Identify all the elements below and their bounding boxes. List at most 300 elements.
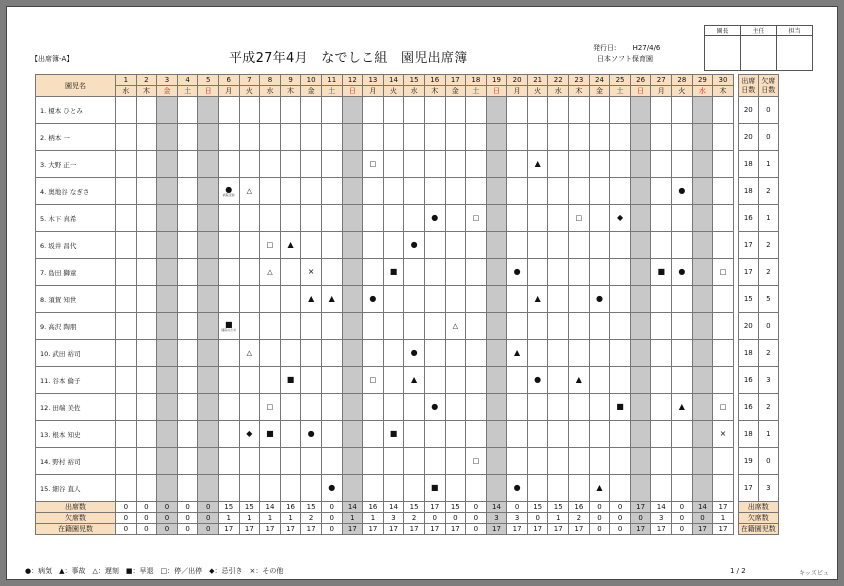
attendance-cell[interactable]: [116, 124, 137, 151]
attendance-cell[interactable]: [260, 178, 281, 205]
attendance-cell[interactable]: [610, 232, 631, 259]
attendance-cell[interactable]: [507, 178, 528, 205]
attendance-cell[interactable]: [651, 232, 672, 259]
attendance-cell[interactable]: [445, 232, 466, 259]
attendance-cell[interactable]: [404, 232, 425, 259]
attendance-cell[interactable]: [218, 475, 239, 502]
attendance-cell[interactable]: [280, 448, 301, 475]
attendance-cell[interactable]: [136, 367, 157, 394]
attendance-cell[interactable]: [569, 421, 590, 448]
attendance-cell[interactable]: [321, 394, 342, 421]
attendance-cell[interactable]: [445, 286, 466, 313]
attendance-cell[interactable]: [548, 340, 569, 367]
attendance-cell[interactable]: [548, 421, 569, 448]
attendance-cell[interactable]: [424, 313, 445, 340]
attendance-cell[interactable]: [466, 178, 487, 205]
attendance-cell[interactable]: [383, 232, 404, 259]
attendance-cell[interactable]: [610, 124, 631, 151]
attendance-cell[interactable]: [589, 205, 610, 232]
attendance-cell[interactable]: [713, 421, 734, 448]
attendance-cell[interactable]: [383, 205, 404, 232]
attendance-cell[interactable]: [136, 151, 157, 178]
attendance-cell[interactable]: [116, 313, 137, 340]
attendance-cell[interactable]: [445, 475, 466, 502]
attendance-cell[interactable]: [651, 178, 672, 205]
attendance-cell[interactable]: [466, 475, 487, 502]
attendance-cell[interactable]: [651, 367, 672, 394]
attendance-cell[interactable]: [404, 367, 425, 394]
attendance-cell[interactable]: [466, 421, 487, 448]
attendance-cell[interactable]: [363, 367, 384, 394]
attendance-cell[interactable]: [507, 367, 528, 394]
attendance-cell[interactable]: [651, 259, 672, 286]
attendance-cell[interactable]: [507, 124, 528, 151]
attendance-cell[interactable]: [301, 367, 322, 394]
attendance-cell[interactable]: [424, 259, 445, 286]
attendance-cell[interactable]: [445, 259, 466, 286]
attendance-cell[interactable]: [713, 475, 734, 502]
attendance-cell[interactable]: [136, 394, 157, 421]
attendance-cell[interactable]: [466, 124, 487, 151]
attendance-cell[interactable]: [713, 394, 734, 421]
attendance-cell[interactable]: [383, 97, 404, 124]
attendance-cell[interactable]: [260, 448, 281, 475]
stamp-cell-staff[interactable]: [777, 36, 813, 71]
attendance-cell[interactable]: [672, 394, 693, 421]
attendance-cell[interactable]: [466, 205, 487, 232]
attendance-cell[interactable]: [404, 286, 425, 313]
stamp-cell-director[interactable]: [705, 36, 741, 71]
attendance-cell[interactable]: [363, 313, 384, 340]
attendance-cell[interactable]: [404, 448, 425, 475]
attendance-cell[interactable]: [280, 124, 301, 151]
attendance-cell[interactable]: [177, 448, 198, 475]
attendance-cell[interactable]: [218, 259, 239, 286]
attendance-cell[interactable]: [301, 340, 322, 367]
attendance-cell[interactable]: [383, 151, 404, 178]
attendance-cell[interactable]: [651, 97, 672, 124]
attendance-cell[interactable]: [651, 205, 672, 232]
attendance-cell[interactable]: [672, 421, 693, 448]
attendance-cell[interactable]: [363, 394, 384, 421]
attendance-cell[interactable]: [363, 178, 384, 205]
attendance-cell[interactable]: [404, 259, 425, 286]
attendance-cell[interactable]: [321, 151, 342, 178]
attendance-cell[interactable]: [383, 367, 404, 394]
attendance-cell[interactable]: [589, 151, 610, 178]
attendance-cell[interactable]: [136, 205, 157, 232]
attendance-cell[interactable]: [321, 178, 342, 205]
attendance-cell[interactable]: [260, 97, 281, 124]
attendance-cell[interactable]: [589, 232, 610, 259]
attendance-cell[interactable]: [589, 97, 610, 124]
attendance-cell[interactable]: [713, 97, 734, 124]
attendance-cell[interactable]: [136, 313, 157, 340]
attendance-cell[interactable]: [466, 259, 487, 286]
attendance-cell[interactable]: [280, 97, 301, 124]
attendance-cell[interactable]: [218, 286, 239, 313]
attendance-cell[interactable]: [445, 340, 466, 367]
attendance-cell[interactable]: [713, 178, 734, 205]
attendance-cell[interactable]: [651, 313, 672, 340]
attendance-cell[interactable]: [218, 151, 239, 178]
attendance-cell[interactable]: [280, 205, 301, 232]
attendance-cell[interactable]: [527, 448, 548, 475]
attendance-cell[interactable]: [301, 448, 322, 475]
attendance-cell[interactable]: [116, 97, 137, 124]
attendance-cell[interactable]: [713, 367, 734, 394]
attendance-cell[interactable]: [610, 367, 631, 394]
attendance-cell[interactable]: [651, 394, 672, 421]
attendance-cell[interactable]: [424, 178, 445, 205]
attendance-cell[interactable]: [404, 151, 425, 178]
attendance-cell[interactable]: [507, 97, 528, 124]
attendance-cell[interactable]: [218, 367, 239, 394]
attendance-cell[interactable]: [301, 151, 322, 178]
attendance-cell[interactable]: [610, 286, 631, 313]
attendance-cell[interactable]: [177, 286, 198, 313]
attendance-cell[interactable]: [466, 151, 487, 178]
attendance-cell[interactable]: [363, 124, 384, 151]
attendance-cell[interactable]: [116, 286, 137, 313]
attendance-cell[interactable]: [672, 151, 693, 178]
attendance-cell[interactable]: [466, 313, 487, 340]
attendance-cell[interactable]: [424, 367, 445, 394]
attendance-cell[interactable]: [280, 232, 301, 259]
attendance-cell[interactable]: [713, 313, 734, 340]
attendance-cell[interactable]: [445, 367, 466, 394]
attendance-cell[interactable]: [301, 97, 322, 124]
attendance-cell[interactable]: [569, 259, 590, 286]
attendance-cell[interactable]: [218, 421, 239, 448]
attendance-cell[interactable]: [177, 178, 198, 205]
attendance-cell[interactable]: [589, 448, 610, 475]
attendance-cell[interactable]: [218, 340, 239, 367]
attendance-cell[interactable]: [445, 151, 466, 178]
attendance-cell[interactable]: [527, 286, 548, 313]
attendance-cell[interactable]: [280, 340, 301, 367]
attendance-cell[interactable]: [383, 475, 404, 502]
attendance-cell[interactable]: [404, 313, 425, 340]
attendance-cell[interactable]: [589, 475, 610, 502]
attendance-cell[interactable]: [424, 232, 445, 259]
attendance-cell[interactable]: [321, 340, 342, 367]
attendance-cell[interactable]: [672, 205, 693, 232]
attendance-cell[interactable]: [136, 259, 157, 286]
attendance-cell[interactable]: [280, 259, 301, 286]
attendance-cell[interactable]: [651, 124, 672, 151]
attendance-cell[interactable]: [527, 475, 548, 502]
attendance-cell[interactable]: [321, 448, 342, 475]
attendance-cell[interactable]: [218, 448, 239, 475]
attendance-cell[interactable]: [218, 205, 239, 232]
attendance-cell[interactable]: [672, 475, 693, 502]
attendance-cell[interactable]: [239, 394, 260, 421]
attendance-cell[interactable]: [116, 178, 137, 205]
attendance-cell[interactable]: [548, 205, 569, 232]
attendance-cell[interactable]: [610, 421, 631, 448]
attendance-cell[interactable]: [383, 286, 404, 313]
attendance-cell[interactable]: [404, 340, 425, 367]
attendance-cell[interactable]: [548, 475, 569, 502]
attendance-cell[interactable]: [239, 151, 260, 178]
attendance-cell[interactable]: [363, 475, 384, 502]
attendance-cell[interactable]: [713, 124, 734, 151]
attendance-cell[interactable]: [651, 475, 672, 502]
attendance-cell[interactable]: [116, 475, 137, 502]
attendance-cell[interactable]: [548, 232, 569, 259]
attendance-cell[interactable]: [527, 232, 548, 259]
attendance-cell[interactable]: [321, 313, 342, 340]
attendance-cell[interactable]: [445, 421, 466, 448]
attendance-cell[interactable]: [424, 394, 445, 421]
attendance-cell[interactable]: [445, 313, 466, 340]
attendance-cell[interactable]: [301, 259, 322, 286]
attendance-cell[interactable]: [136, 448, 157, 475]
attendance-cell[interactable]: [589, 259, 610, 286]
attendance-cell[interactable]: [424, 475, 445, 502]
attendance-cell[interactable]: [507, 259, 528, 286]
attendance-cell[interactable]: [589, 286, 610, 313]
attendance-cell[interactable]: [672, 313, 693, 340]
attendance-cell[interactable]: [280, 151, 301, 178]
attendance-cell[interactable]: [713, 286, 734, 313]
attendance-cell[interactable]: [424, 421, 445, 448]
attendance-cell[interactable]: [672, 259, 693, 286]
attendance-cell[interactable]: [527, 394, 548, 421]
attendance-cell[interactable]: [239, 259, 260, 286]
attendance-cell[interactable]: [610, 475, 631, 502]
attendance-cell[interactable]: [260, 259, 281, 286]
attendance-cell[interactable]: [301, 205, 322, 232]
attendance-cell[interactable]: [321, 205, 342, 232]
attendance-cell[interactable]: [527, 151, 548, 178]
attendance-cell[interactable]: [589, 340, 610, 367]
attendance-cell[interactable]: [116, 340, 137, 367]
attendance-cell[interactable]: [136, 232, 157, 259]
attendance-cell[interactable]: [321, 367, 342, 394]
attendance-cell[interactable]: [260, 340, 281, 367]
attendance-cell[interactable]: [116, 367, 137, 394]
attendance-cell[interactable]: [466, 286, 487, 313]
attendance-cell[interactable]: [404, 205, 425, 232]
attendance-cell[interactable]: [218, 97, 239, 124]
attendance-cell[interactable]: [363, 421, 384, 448]
attendance-cell[interactable]: [363, 97, 384, 124]
attendance-cell[interactable]: [136, 124, 157, 151]
attendance-cell[interactable]: [713, 232, 734, 259]
attendance-cell[interactable]: [548, 286, 569, 313]
attendance-cell[interactable]: [301, 313, 322, 340]
attendance-cell[interactable]: [569, 205, 590, 232]
attendance-cell[interactable]: [507, 205, 528, 232]
attendance-cell[interactable]: [651, 286, 672, 313]
attendance-cell[interactable]: [548, 151, 569, 178]
attendance-cell[interactable]: [610, 97, 631, 124]
attendance-cell[interactable]: [239, 475, 260, 502]
attendance-cell[interactable]: [569, 97, 590, 124]
attendance-cell[interactable]: [239, 421, 260, 448]
attendance-cell[interactable]: [239, 97, 260, 124]
attendance-cell[interactable]: [280, 394, 301, 421]
attendance-cell[interactable]: [239, 286, 260, 313]
attendance-cell[interactable]: [713, 259, 734, 286]
attendance-cell[interactable]: [177, 394, 198, 421]
attendance-cell[interactable]: [466, 232, 487, 259]
attendance-cell[interactable]: [260, 151, 281, 178]
attendance-cell[interactable]: [569, 124, 590, 151]
attendance-cell[interactable]: [280, 421, 301, 448]
attendance-cell[interactable]: [177, 124, 198, 151]
attendance-cell[interactable]: [527, 340, 548, 367]
attendance-cell[interactable]: [301, 286, 322, 313]
attendance-cell[interactable]: [507, 448, 528, 475]
attendance-cell[interactable]: [527, 178, 548, 205]
attendance-cell[interactable]: [548, 448, 569, 475]
attendance-cell[interactable]: [527, 259, 548, 286]
attendance-cell[interactable]: [218, 232, 239, 259]
attendance-cell[interactable]: [260, 394, 281, 421]
attendance-cell[interactable]: [363, 448, 384, 475]
attendance-cell[interactable]: [116, 448, 137, 475]
attendance-cell[interactable]: [672, 97, 693, 124]
attendance-cell[interactable]: [672, 232, 693, 259]
attendance-cell[interactable]: [136, 421, 157, 448]
attendance-cell[interactable]: [527, 205, 548, 232]
attendance-cell[interactable]: [136, 286, 157, 313]
attendance-cell[interactable]: [383, 421, 404, 448]
attendance-cell[interactable]: [301, 394, 322, 421]
attendance-cell[interactable]: [527, 367, 548, 394]
attendance-cell[interactable]: [260, 475, 281, 502]
attendance-cell[interactable]: [569, 151, 590, 178]
attendance-cell[interactable]: [424, 340, 445, 367]
attendance-cell[interactable]: [445, 394, 466, 421]
attendance-cell[interactable]: [404, 178, 425, 205]
attendance-cell[interactable]: [610, 151, 631, 178]
attendance-cell[interactable]: [116, 151, 137, 178]
attendance-cell[interactable]: [548, 97, 569, 124]
attendance-cell[interactable]: [116, 232, 137, 259]
attendance-cell[interactable]: [404, 421, 425, 448]
attendance-cell[interactable]: [445, 124, 466, 151]
attendance-cell[interactable]: [424, 286, 445, 313]
attendance-cell[interactable]: [363, 340, 384, 367]
attendance-cell[interactable]: [321, 232, 342, 259]
attendance-cell[interactable]: [466, 448, 487, 475]
attendance-cell[interactable]: [569, 448, 590, 475]
attendance-cell[interactable]: [177, 205, 198, 232]
attendance-cell[interactable]: [177, 421, 198, 448]
attendance-cell[interactable]: [218, 394, 239, 421]
attendance-cell[interactable]: [424, 448, 445, 475]
attendance-cell[interactable]: [239, 313, 260, 340]
attendance-cell[interactable]: [589, 178, 610, 205]
attendance-cell[interactable]: [363, 151, 384, 178]
attendance-cell[interactable]: [177, 259, 198, 286]
attendance-cell[interactable]: [466, 97, 487, 124]
attendance-cell[interactable]: [569, 367, 590, 394]
attendance-cell[interactable]: [116, 394, 137, 421]
attendance-cell[interactable]: [610, 394, 631, 421]
attendance-cell[interactable]: [569, 394, 590, 421]
attendance-cell[interactable]: [424, 124, 445, 151]
attendance-cell[interactable]: [507, 286, 528, 313]
attendance-cell[interactable]: [177, 313, 198, 340]
attendance-cell[interactable]: [672, 340, 693, 367]
attendance-cell[interactable]: [404, 97, 425, 124]
attendance-cell[interactable]: [177, 232, 198, 259]
attendance-cell[interactable]: [321, 124, 342, 151]
attendance-cell[interactable]: [301, 178, 322, 205]
attendance-cell[interactable]: [136, 97, 157, 124]
attendance-cell[interactable]: [383, 313, 404, 340]
attendance-cell[interactable]: [527, 313, 548, 340]
attendance-cell[interactable]: [672, 178, 693, 205]
attendance-cell[interactable]: [239, 178, 260, 205]
attendance-cell[interactable]: [672, 286, 693, 313]
attendance-cell[interactable]: [651, 151, 672, 178]
attendance-cell[interactable]: [507, 340, 528, 367]
attendance-cell[interactable]: [548, 394, 569, 421]
attendance-cell[interactable]: [383, 340, 404, 367]
attendance-cell[interactable]: [218, 178, 239, 205]
attendance-cell[interactable]: [116, 259, 137, 286]
attendance-cell[interactable]: [321, 475, 342, 502]
attendance-cell[interactable]: [116, 421, 137, 448]
attendance-cell[interactable]: [136, 178, 157, 205]
attendance-cell[interactable]: [527, 124, 548, 151]
attendance-cell[interactable]: [466, 340, 487, 367]
attendance-cell[interactable]: [301, 421, 322, 448]
attendance-cell[interactable]: [569, 232, 590, 259]
attendance-cell[interactable]: [260, 124, 281, 151]
attendance-cell[interactable]: [177, 475, 198, 502]
attendance-cell[interactable]: [136, 475, 157, 502]
attendance-cell[interactable]: [383, 448, 404, 475]
attendance-cell[interactable]: [363, 232, 384, 259]
attendance-cell[interactable]: [548, 313, 569, 340]
attendance-cell[interactable]: [301, 124, 322, 151]
attendance-cell[interactable]: [507, 313, 528, 340]
attendance-cell[interactable]: [424, 97, 445, 124]
attendance-cell[interactable]: [548, 124, 569, 151]
attendance-cell[interactable]: [280, 286, 301, 313]
attendance-cell[interactable]: [280, 313, 301, 340]
attendance-cell[interactable]: [589, 367, 610, 394]
attendance-cell[interactable]: [383, 259, 404, 286]
attendance-cell[interactable]: [569, 475, 590, 502]
attendance-cell[interactable]: [239, 367, 260, 394]
attendance-cell[interactable]: [218, 313, 239, 340]
attendance-cell[interactable]: [548, 367, 569, 394]
attendance-cell[interactable]: [260, 367, 281, 394]
attendance-cell[interactable]: [321, 286, 342, 313]
attendance-cell[interactable]: [445, 97, 466, 124]
attendance-cell[interactable]: [239, 205, 260, 232]
attendance-cell[interactable]: [445, 205, 466, 232]
attendance-cell[interactable]: [507, 394, 528, 421]
attendance-cell[interactable]: [713, 205, 734, 232]
attendance-cell[interactable]: [260, 421, 281, 448]
attendance-cell[interactable]: [383, 178, 404, 205]
attendance-cell[interactable]: [466, 394, 487, 421]
attendance-cell[interactable]: [260, 232, 281, 259]
attendance-cell[interactable]: [301, 232, 322, 259]
attendance-cell[interactable]: [672, 124, 693, 151]
attendance-cell[interactable]: [548, 259, 569, 286]
attendance-cell[interactable]: [177, 367, 198, 394]
